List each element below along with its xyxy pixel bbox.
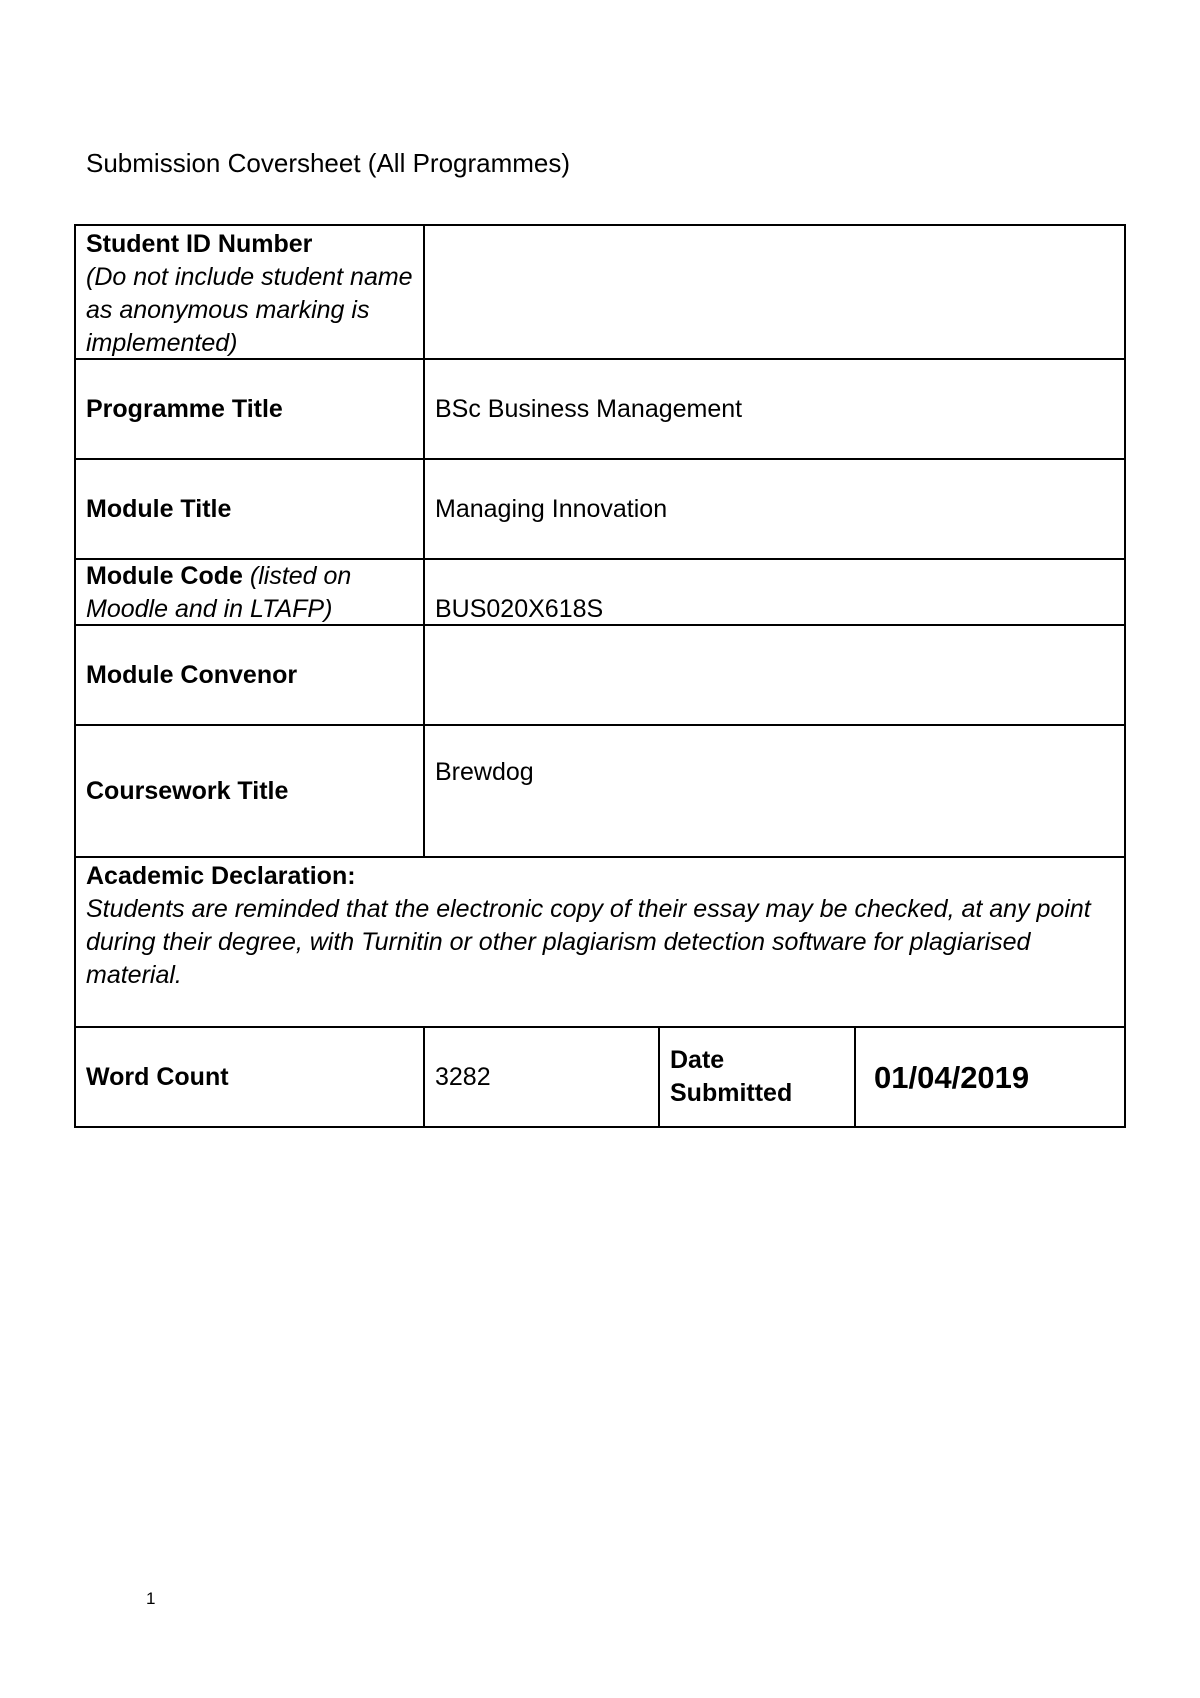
- student-id-row: [76, 226, 1124, 358]
- student-id-label: Student ID Number: [86, 230, 313, 258]
- word-count-row: [76, 1026, 1124, 1126]
- module-convenor-value[interactable]: [425, 626, 1124, 724]
- module-code-value-cell[interactable]: [425, 560, 1124, 624]
- module-convenor-row: [76, 624, 1124, 724]
- programme-title-label: Programme Title: [86, 394, 283, 423]
- page-number: 1: [146, 1589, 156, 1608]
- module-convenor-label: Module Convenor: [86, 660, 298, 689]
- module-title-label-cell: [76, 460, 425, 558]
- student-id-note: (Do not include student name as anonymous marking is implemented): [86, 263, 413, 357]
- module-title-label: Module Title: [86, 494, 232, 523]
- academic-declaration-text: Students are reminded that the electronic copy of their essay may be checked, at any point during their degree, with Turnitin or other plagiarism detection software for plagiarised material.: [86, 895, 1091, 989]
- coursework-title-value[interactable]: Brewdog: [435, 758, 534, 786]
- academic-declaration-label: Academic Declaration:: [86, 862, 356, 890]
- word-count-label-cell: [76, 1028, 425, 1126]
- module-title-row: [76, 458, 1124, 558]
- date-submitted-value-cell[interactable]: [856, 1028, 1124, 1126]
- academic-declaration-row: [76, 856, 1124, 1026]
- module-title-value-cell[interactable]: [425, 460, 1124, 558]
- coursework-title-label: Coursework Title: [86, 776, 289, 805]
- module-code-label: Module Code: [86, 562, 243, 590]
- programme-title-label-cell: [76, 360, 425, 458]
- word-count-value-cell[interactable]: [425, 1028, 660, 1126]
- date-submitted-label: Date Submitted: [670, 1046, 793, 1107]
- academic-declaration-cell: [76, 858, 1124, 1026]
- coursework-title-value-cell[interactable]: [425, 726, 1124, 856]
- student-id-label-cell: [76, 226, 425, 358]
- word-count-label: Word Count: [86, 1062, 229, 1091]
- programme-title-value-cell[interactable]: [425, 360, 1124, 458]
- module-convenor-label-cell: [76, 626, 425, 724]
- coursework-title-row: [76, 724, 1124, 856]
- student-id-value[interactable]: [425, 226, 1124, 358]
- module-code-value[interactable]: BUS020X618S: [435, 595, 604, 623]
- date-submitted-value[interactable]: 01/04/2019: [874, 1059, 1030, 1095]
- word-count-value[interactable]: 3282: [435, 1062, 491, 1091]
- date-submitted-label-cell: [660, 1028, 856, 1126]
- coursework-title-label-cell: [76, 726, 425, 856]
- module-code-row: [76, 558, 1124, 624]
- programme-title-row: [76, 358, 1124, 458]
- coversheet-table: [74, 224, 1126, 1128]
- module-code-note: (listed on Moodle and in LTAFP): [86, 562, 352, 623]
- page-title: Submission Coversheet (All Programmes): [86, 148, 571, 178]
- module-code-label-cell: [76, 560, 425, 624]
- programme-title-value[interactable]: BSc Business Management: [435, 394, 743, 423]
- module-title-value[interactable]: Managing Innovation: [435, 494, 668, 523]
